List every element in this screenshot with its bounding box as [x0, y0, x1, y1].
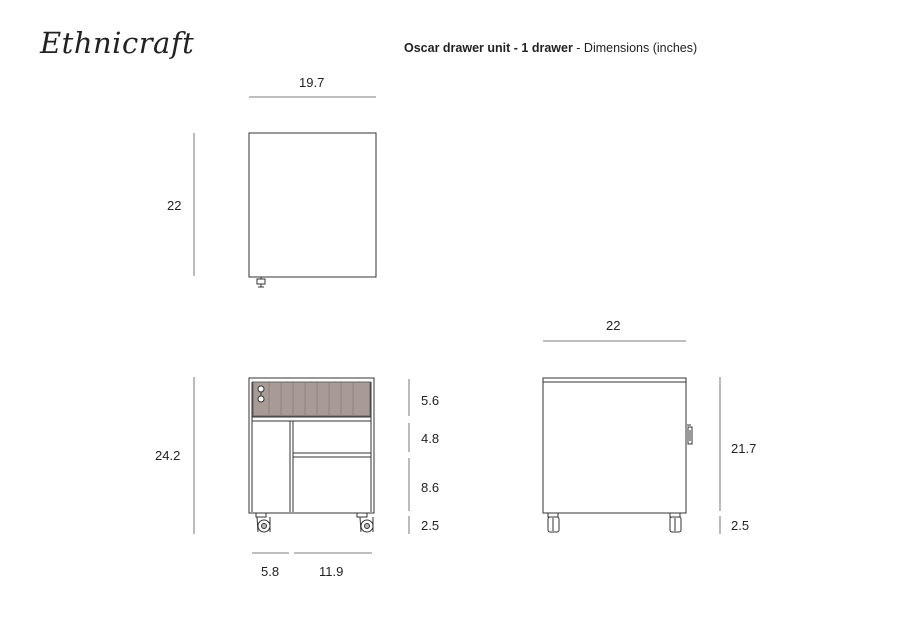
lower-shelf-height-label: 8.6	[421, 480, 440, 495]
side-caster-right-icon	[670, 513, 681, 532]
product-name: Oscar drawer unit - 1 drawer	[404, 41, 573, 55]
front-caster-height-label: 2.5	[421, 518, 440, 533]
front-view	[249, 378, 374, 532]
side-carcass	[543, 378, 686, 513]
top-width-label: 19.7	[299, 75, 325, 90]
side-handle-icon	[687, 425, 692, 444]
drawer-height-label: 5.6	[421, 393, 440, 408]
front-caster-right-icon	[357, 513, 373, 532]
top-depth-label: 22	[167, 198, 182, 213]
drawer-front	[253, 382, 370, 416]
title-separator: -	[572, 41, 584, 55]
side-depth-label: 22	[606, 318, 621, 333]
right-compartment-width-label: 11.9	[319, 564, 344, 579]
front-total-height-label: 24.2	[155, 448, 181, 463]
left-compartment-width-label: 5.8	[261, 564, 280, 579]
top-view	[249, 133, 376, 287]
top-view-handle-icon	[257, 277, 265, 287]
upper-shelf-height-label: 4.8	[421, 431, 440, 446]
top-view-outline	[249, 133, 376, 277]
side-caster-height-label: 2.5	[731, 518, 750, 533]
side-view	[543, 378, 692, 532]
side-body-height-label: 21.7	[731, 441, 757, 456]
title-subtitle: Dimensions (inches)	[583, 41, 698, 55]
side-caster-left-icon	[548, 513, 559, 532]
front-caster-left-icon	[256, 513, 270, 532]
ethnicraft-logo: Ethnicraft	[40, 26, 195, 60]
